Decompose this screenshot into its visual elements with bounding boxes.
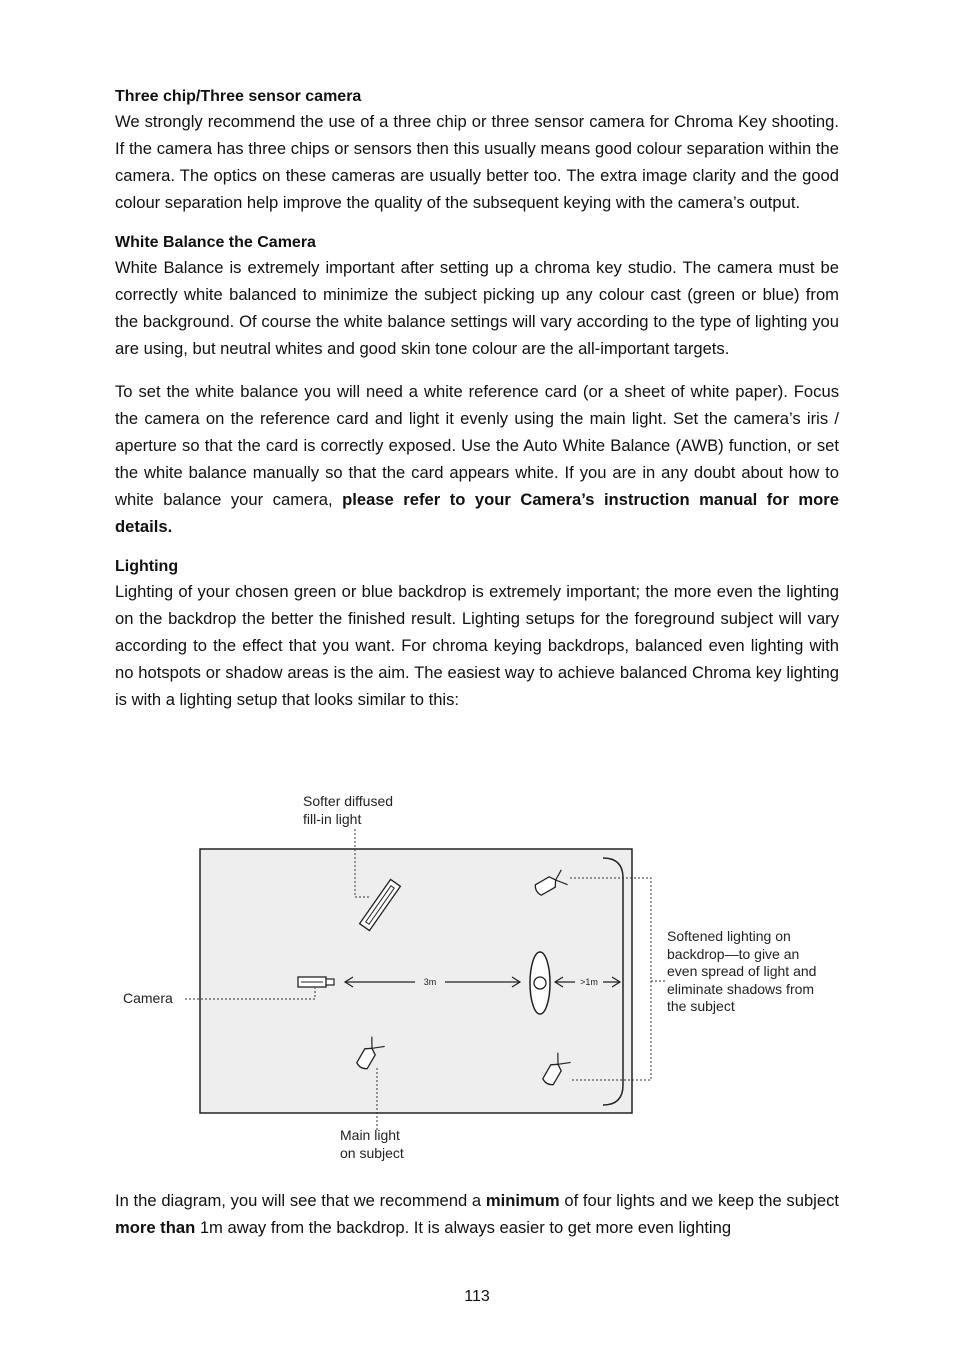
fill-light-label-2: fill-in light: [303, 811, 362, 827]
closing-text-2: of four lights and we keep the subject: [559, 1191, 840, 1210]
distance-label-3m: 3m: [423, 977, 437, 987]
lighting-diagram: [115, 785, 845, 1170]
closing-text-3: 1m away from the backdrop. It is always easier to get more even lighting: [195, 1218, 732, 1237]
paragraph-three-chip: We strongly recommend the use of a three chip or three sensor camera for Chroma Key shooting. If the camera has three chips or sensors then this usually means good colour separation within the camera. The optics on these cameras are usually better too. The extra image clarity and the good colour separation help improve the quality of the subsequent keying with the camera’s output.: [115, 112, 839, 212]
backdrop-label-1: Softened lighting on: [667, 928, 791, 944]
backdrop-label-2: backdrop—to give an: [667, 946, 800, 962]
heading-lighting: Lighting: [115, 558, 179, 575]
backdrop-label-4: eliminate shadows from: [667, 981, 815, 997]
closing-paragraph-block: [115, 1187, 839, 1241]
page-number: 113: [464, 1288, 490, 1305]
main-light-label-1: Main light: [340, 1127, 400, 1143]
fill-light-label-1: Softer diffused: [303, 793, 394, 809]
main-light-label-2: on subject: [340, 1145, 404, 1161]
closing-paragraph: [115, 1187, 839, 1241]
distance-label-1m: >1m: [580, 977, 598, 987]
lighting-diagram-svg: [115, 785, 845, 1170]
camera-label: Camera: [123, 990, 173, 1006]
backdrop-label-3: even spread of light and: [667, 963, 817, 979]
subject-icon: [530, 952, 550, 1014]
wb2-text: To set the white balance you will need a white reference card (or a sheet of white paper). Focus the camera on the reference card and light it evenly using the main light. Set the camera’s iris / aperture so that the card is correctly exposed. Use the Auto White Balance (AWB) function, or set the white balance manually so that the card appears white. If you are in any doubt about how to white balance your camera,: [115, 382, 839, 509]
wb2-bold: please refer to your Camera’s instruction manual for more details.: [115, 490, 839, 536]
closing-bold-1: minimum: [485, 1191, 560, 1210]
heading-white-balance: White Balance the Camera: [115, 234, 316, 251]
heading-three-chip: Three chip/Three sensor camera: [115, 88, 362, 105]
page-body: [115, 86, 839, 713]
paragraph-white-balance-1: White Balance is extremely important after setting up a chroma key studio. The camera must be correctly white balanced to minimize the subject picking up any colour cast (green or blue) from the background. Of course the white balance settings will vary according to the type of lighting you are using, but neutral whites and good skin tone colour are the all-important targets.: [115, 258, 839, 358]
closing-text-1: In the diagram, you will see that we recommend a: [115, 1191, 486, 1210]
paragraph-white-balance-2: [115, 378, 839, 540]
closing-bold-2: more than: [115, 1218, 196, 1237]
backdrop-label-5: the subject: [667, 998, 735, 1014]
camera-icon: [298, 977, 334, 987]
paragraph-lighting: Lighting of your chosen green or blue backdrop is extremely important; the more even the lighting on the backdrop the better the finished result. Lighting setups for the foreground subject will vary according to the effect that you want. For chroma keying backdrops, balanced even lighting with no hotspots or shadow areas is the aim. The easiest way to achieve balanced Chroma key lighting is with a lighting setup that looks similar to this:: [115, 582, 839, 709]
